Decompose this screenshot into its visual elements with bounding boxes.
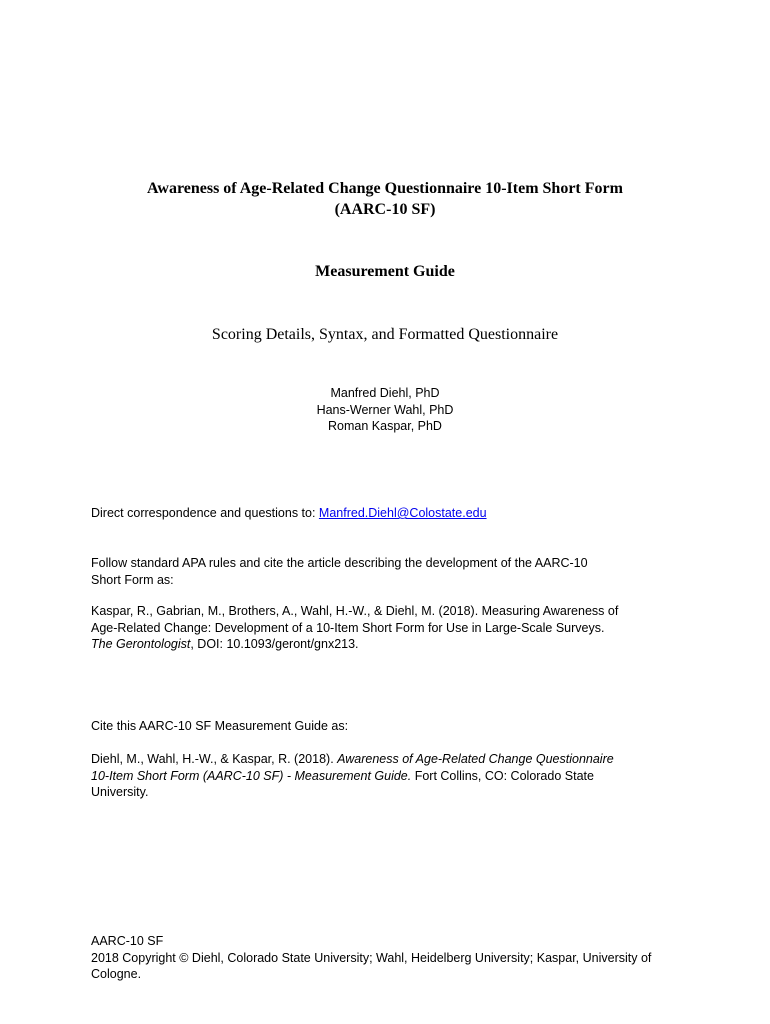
guide-citation xyxy=(91,751,691,801)
correspondence-prefix: Direct correspondence and questions to: xyxy=(91,506,319,520)
cite-guide-note: Cite this AARC-10 SF Measurement Guide as: xyxy=(91,719,349,733)
apa-citation-note xyxy=(91,555,691,588)
document-title xyxy=(0,178,770,220)
footer-line-3: Cologne. xyxy=(91,967,142,981)
article-citation-line-2: Age-Related Change: Development of a 10-Item Short Form for Use in Large-Scale Surveys. xyxy=(91,620,605,635)
guide-citation-line-1 xyxy=(91,751,691,768)
apa-note-line-1: Follow standard APA rules and cite the article describing the development of the AARC-10 xyxy=(91,556,588,570)
document-subtitle: Scoring Details, Syntax, and Formatted Questionnaire xyxy=(211,326,559,343)
correspondence-line xyxy=(91,505,691,522)
guide-citation-title-part-2: 10-Item Short Form (AARC-10 SF) - Measurement Guide. xyxy=(91,768,412,783)
article-citation-line-3 xyxy=(91,636,691,653)
guide-citation-line-2 xyxy=(91,768,691,785)
article-citation-line-1: Kaspar, R., Gabrian, M., Brothers, A., Wahl, H.-W., & Diehl, M. (2018). Measuring Awareness of xyxy=(91,604,619,618)
document-title-line-1: Awareness of Age-Related Change Questionnaire 10-Item Short Form xyxy=(147,180,623,197)
guide-citation-title-part-1: Awareness of Age-Related Change Questionnaire xyxy=(337,752,614,766)
email-link[interactable]: Manfred.Diehl@Colostate.edu xyxy=(318,506,487,520)
guide-citation-authors: Diehl, M., Wahl, H.-W., & Kaspar, R. (2018). xyxy=(91,752,338,766)
guide-heading: Measurement Guide xyxy=(315,263,455,280)
article-citation xyxy=(91,603,691,653)
footer-line-2: 2018 Copyright © Diehl, Colorado State University; Wahl, Heidelberg University; Kaspar, University of xyxy=(91,950,652,965)
footer-line-1: AARC-10 SF xyxy=(91,934,164,948)
author-name: Manfred Diehl, PhD xyxy=(330,386,440,400)
page-footer xyxy=(91,933,691,983)
journal-name: The Gerontologist xyxy=(91,637,191,651)
author-name: Roman Kaspar, PhD xyxy=(328,419,442,433)
doi-text: , DOI: 10.1093/geront/gnx213. xyxy=(190,637,359,651)
guide-citation-line-3: University. xyxy=(91,785,149,799)
author-name: Hans-Werner Wahl, PhD xyxy=(316,402,454,417)
apa-note-line-2: Short Form as: xyxy=(91,572,174,587)
author-list xyxy=(0,385,770,435)
guide-citation-publisher: Fort Collins, CO: Colorado State xyxy=(411,768,594,783)
document-title-line-2: (AARC-10 SF) xyxy=(334,201,436,218)
